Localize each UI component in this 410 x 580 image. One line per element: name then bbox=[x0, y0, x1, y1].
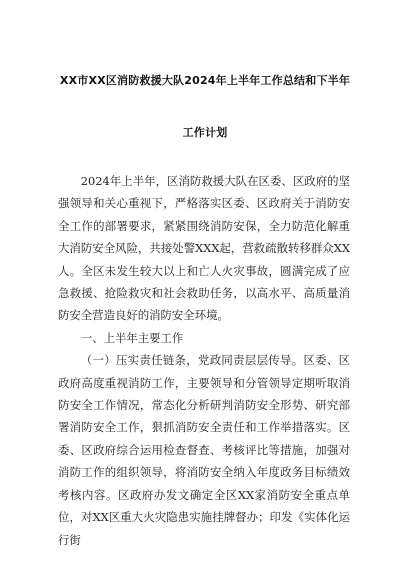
subsection-paragraph-responsibility: （一）压实责任链条，党政同责层层传导。区委、区政府高度重视消防工作，主要领导和分管领导定期听取消防安全工作情况，常态化分析研判消防安全形势、研究部署消防安全工作，狠抓消防安全责任和工作举措落实。区委、区政府综合运用检查督查、考核评比等措施，加强对消防工作的组织领导，将消防安全纳入年度政务目标绩效考核内容。区政府办发文确定全区XX家消防安全重点单位，对XX区重大火灾隐患实施挂牌督办；印发《实体化运行街 bbox=[58, 353, 350, 547]
document-title-line-1: XX市XX区消防救援大队2024年上半年工作总结和下半年 bbox=[59, 74, 351, 87]
document-body bbox=[58, 170, 350, 551]
document-title-line-2: 工作计划 bbox=[182, 126, 228, 139]
intro-paragraph: 2024年上半年，区消防救援大队在区委、区政府的坚强领导和关心重视下，严格落实区委、区政府关于消防安全工作的部署要求，紧紧围绕消防安保，全力防范化解重大消防安全风险，共接处警XXX起，营救疏散转移群众XX人。全区未发生较大以上和亡人火灾事故，圆满完成了应急救援、抢险救灾和社会救助任务，以高水平、高质量消防安全营造良好的消防安全环境。 bbox=[58, 174, 350, 323]
section-heading-first-half-work: 一、上半年主要工作 bbox=[80, 330, 184, 345]
